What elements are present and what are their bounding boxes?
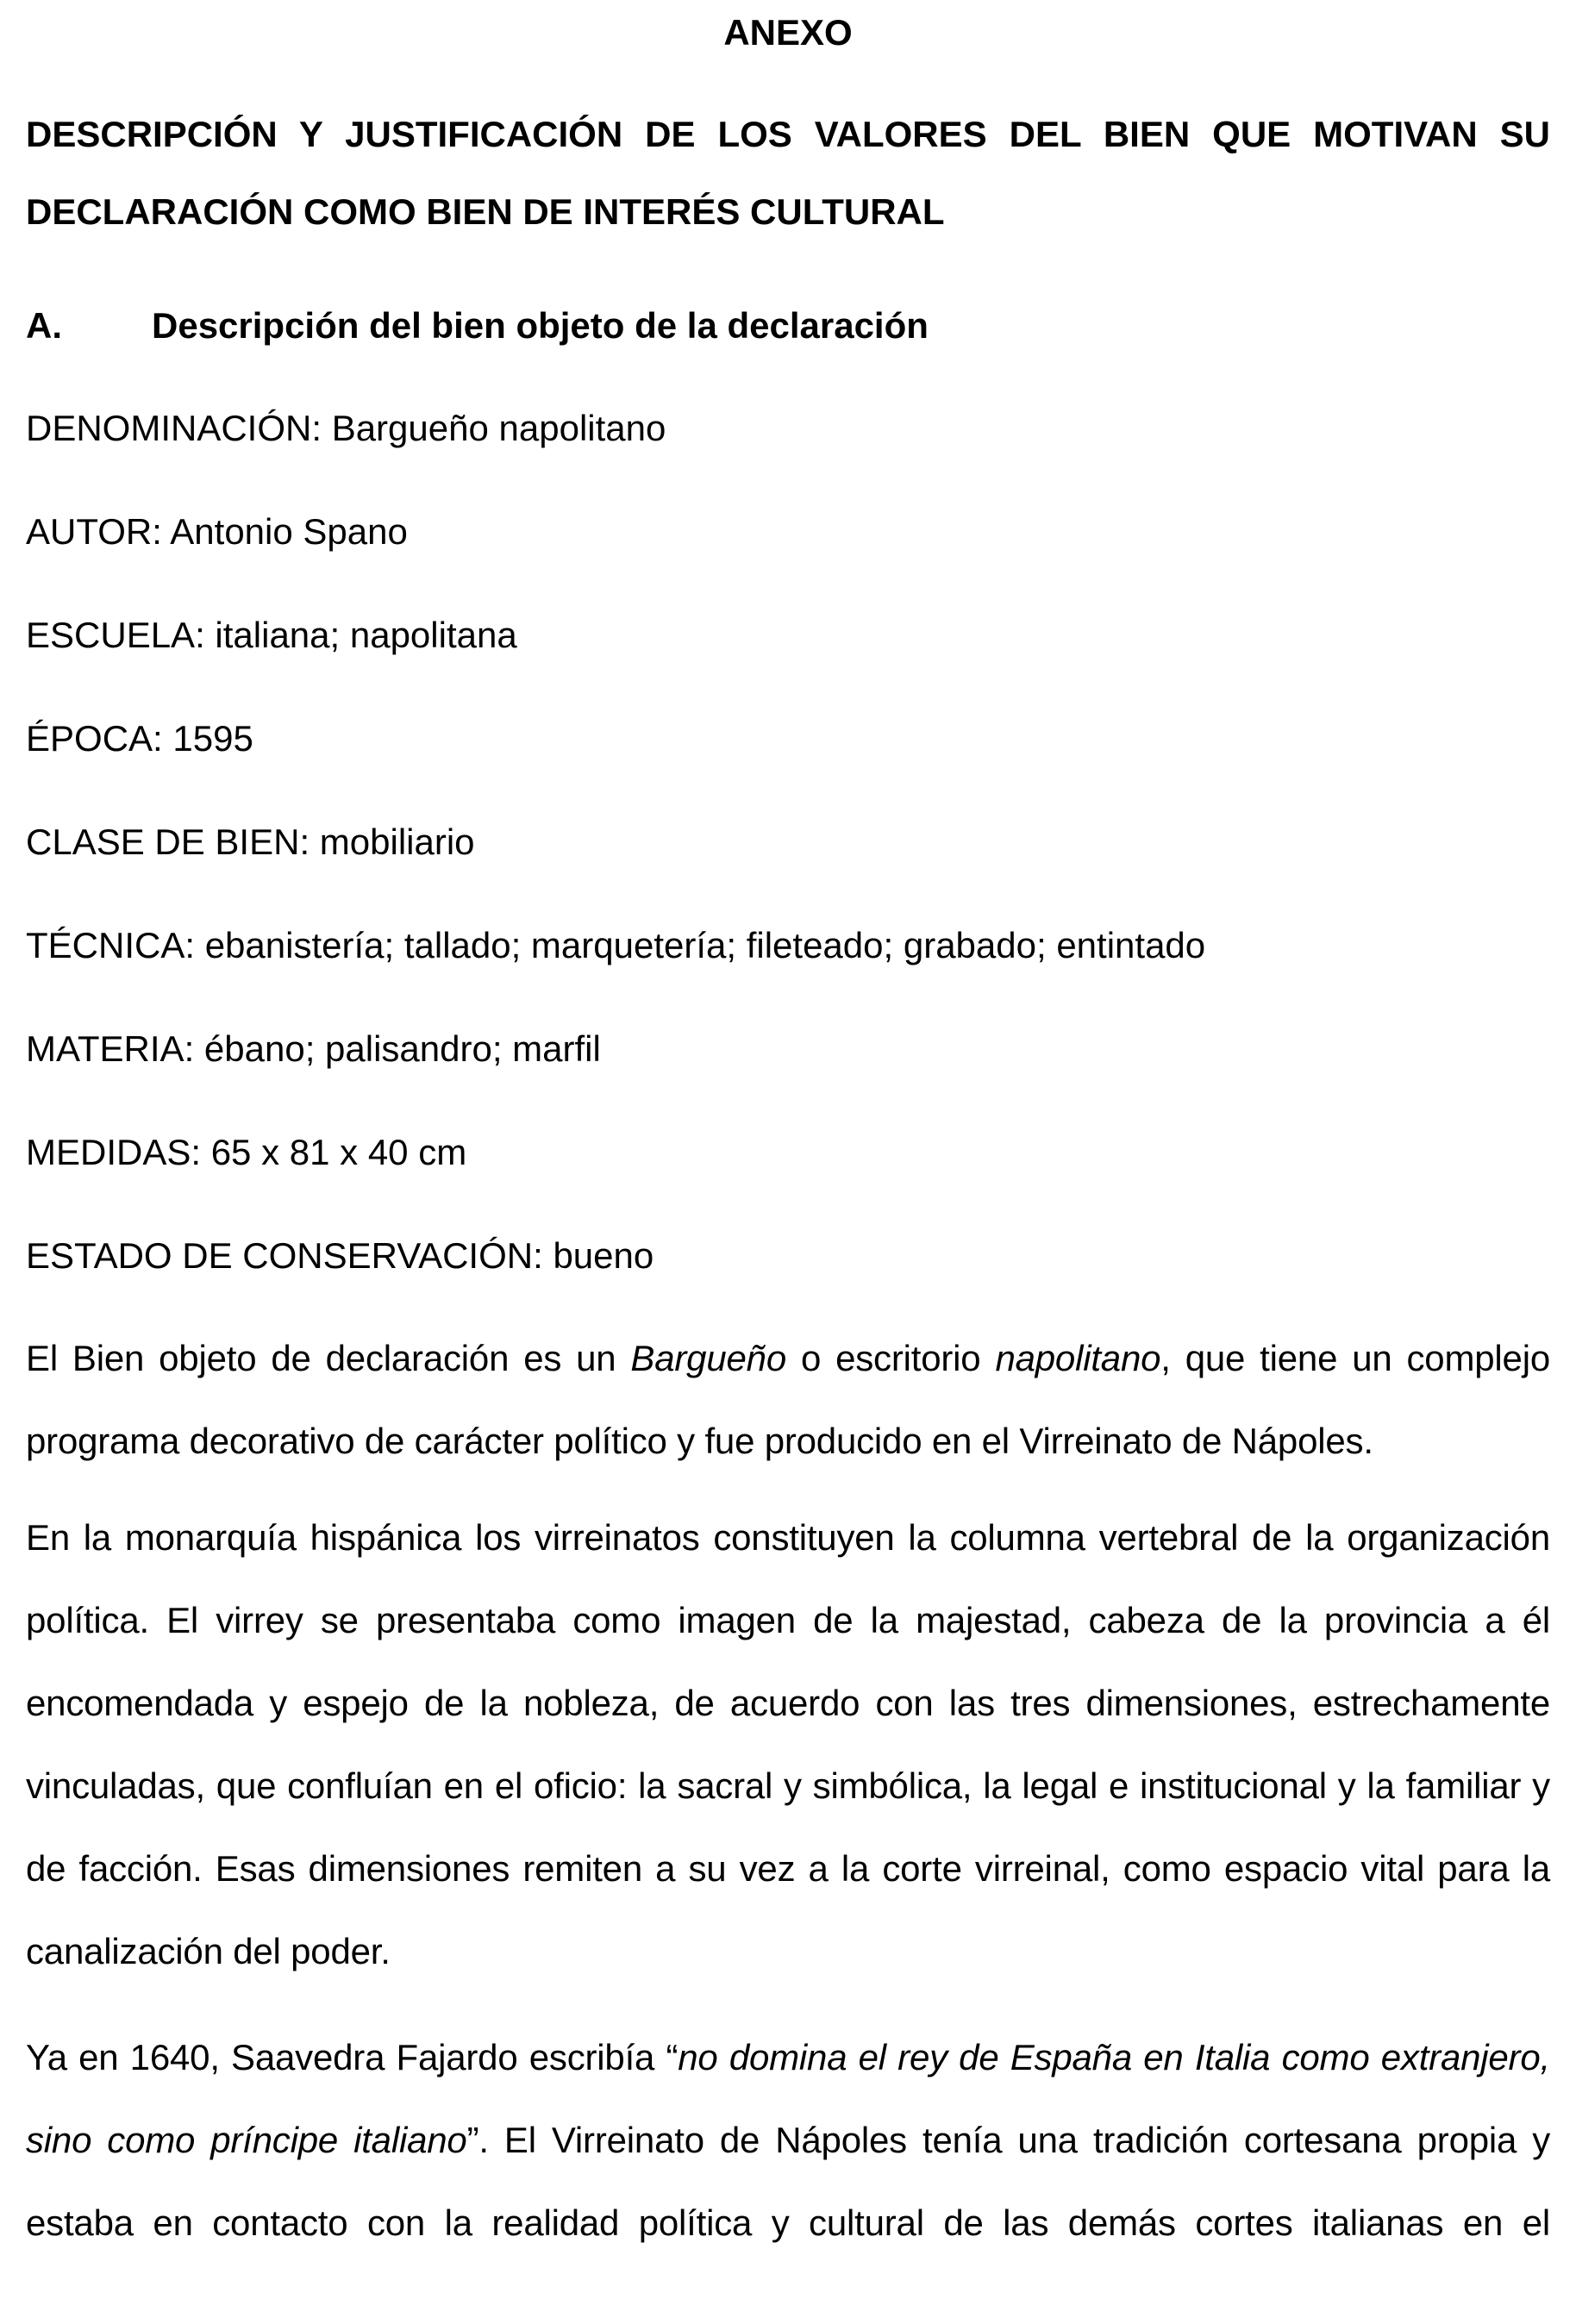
field-value: ébano; palisandro; marfil xyxy=(203,1028,601,1069)
field-clase-de-bien xyxy=(26,800,1550,884)
paragraph-1 xyxy=(26,1317,1550,1483)
paragraph-line xyxy=(26,2099,1550,2182)
field-value: 65 x 81 x 40 cm xyxy=(210,1132,467,1172)
field-label: MEDIDAS: xyxy=(26,1132,202,1172)
field-label: DENOMINACIÓN: xyxy=(26,408,322,448)
text-segment: , que tiene un complejo xyxy=(1160,1338,1550,1378)
field-value: Bargueño napolitano xyxy=(331,408,666,448)
paragraph-line xyxy=(26,2016,1550,2099)
field-epoca xyxy=(26,697,1550,780)
field-value: Antonio Spano xyxy=(170,511,408,552)
paragraph-3 xyxy=(26,2016,1550,2265)
field-value: ebanistería; tallado; marquetería; fileteado; grabado; entintado xyxy=(204,925,1206,965)
paragraph-line: estaba en contacto con la realidad política y cultural de las demás cortes italianas en el xyxy=(26,2202,1550,2243)
field-label: ESCUELA: xyxy=(26,615,205,655)
field-value: mobiliario xyxy=(319,822,475,862)
field-label: TÉCNICA: xyxy=(26,925,196,965)
field-medidas xyxy=(26,1110,1550,1194)
text-segment: Ya en 1640, Saavedra Fajardo escribía “ xyxy=(26,2037,679,2077)
text-segment: o escritorio xyxy=(785,1338,996,1378)
paragraph-line: de facción. Esas dimensiones remiten a su vez a la corte virreinal, como espacio vital para la xyxy=(26,1848,1550,1889)
document-title xyxy=(26,96,1550,251)
paragraph-line: En la monarquía hispánica los virreinatos constituyen la columna vertebral de la organización xyxy=(26,1517,1550,1558)
paragraph-line: programa decorativo de carácter político y fue producido en el Virreinato de Nápoles. xyxy=(26,1421,1373,1461)
field-denominacion xyxy=(26,386,1550,470)
paragraph-line: política. El virrey se presentaba como imagen de la majestad, cabeza de la provincia a él xyxy=(26,1600,1550,1640)
field-label: MATERIA: xyxy=(26,1028,195,1069)
field-materia xyxy=(26,1007,1550,1090)
italic-segment: sino como príncipe italiano xyxy=(26,2120,467,2160)
paragraph-line xyxy=(26,1317,1550,1400)
text-segment: ”. El Virreinato de Nápoles tenía una tradición cortesana propia y xyxy=(466,2120,1551,2160)
field-label: ESTADO DE CONSERVACIÓN: xyxy=(26,1235,543,1276)
section-a-heading xyxy=(26,284,1550,367)
section-a-title: Descripción del bien objeto de la declaración xyxy=(152,305,929,346)
field-escuela xyxy=(26,593,1550,677)
field-autor xyxy=(26,490,1550,573)
field-value: bueno xyxy=(553,1235,654,1276)
paragraph-line: vinculadas, que confluían en el oficio: la sacral y simbólica, la legal e institucional y la familiar y xyxy=(26,1765,1550,1806)
field-label: ÉPOCA: xyxy=(26,718,163,759)
field-label: CLASE DE BIEN: xyxy=(26,822,310,862)
paragraph-line: encomendada y espejo de la nobleza, de acuerdo con las tres dimensiones, estrechamente xyxy=(26,1683,1550,1723)
field-value: 1595 xyxy=(172,718,253,759)
italic-segment: no domina el rey de España en Italia como extranjero, xyxy=(678,2037,1550,2077)
field-tecnica xyxy=(26,903,1550,987)
paragraph-line: canalización del poder. xyxy=(26,1931,391,1971)
text-segment: El Bien objeto de declaración es un xyxy=(26,1338,631,1378)
field-value: italiana; napolitana xyxy=(215,615,517,655)
fields-block xyxy=(26,386,1550,1297)
field-estado-de-conservacion xyxy=(26,1214,1550,1297)
field-label: AUTOR: xyxy=(26,511,162,552)
italic-segment: napolitano xyxy=(995,1338,1161,1378)
italic-segment: Bargueño xyxy=(630,1338,786,1378)
section-a-label: A. xyxy=(26,305,62,346)
document-title-line-1: DESCRIPCIÓN Y JUSTIFICACIÓN DE LOS VALORES DEL BIEN QUE MOTIVAN SU xyxy=(26,114,1550,154)
document-title-line-2: DECLARACIÓN COMO BIEN DE INTERÉS CULTURAL xyxy=(26,191,945,232)
paragraph-2 xyxy=(26,1496,1550,1993)
annex-title: ANEXO xyxy=(723,12,853,53)
